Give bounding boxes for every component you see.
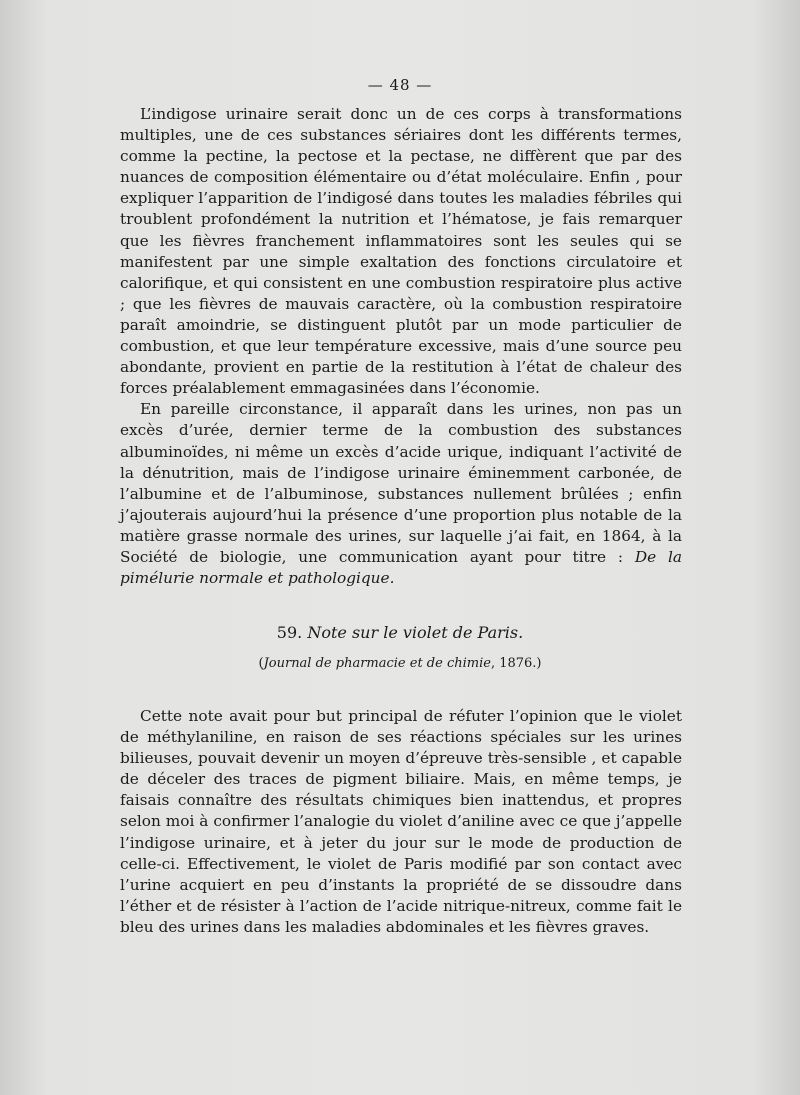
page-number: — 48 — xyxy=(367,76,433,94)
section-number: 59. xyxy=(276,623,303,642)
section-heading xyxy=(0,623,800,642)
text-block-upper xyxy=(120,104,682,589)
text-block-lower xyxy=(120,706,682,938)
source-open: ( xyxy=(258,656,264,671)
section-title: Note sur le violet de Paris. xyxy=(307,623,524,642)
paragraph-note-violet: Cette note avait pour but principal de réfuter l’opinion que le violet de méthylaniline, en raison de ses réactions spéciales sur les urines bilieuses, pouvait devenir un moyen d’épreuve très-sensible , et capable de déceler des traces de pigment biliaire. Mais, en même temps, je faisais connaître des résultats chimiques bien inattendus, et propres selon moi à confirmer l’analogie du violet d’aniline avec ce que j’appelle l’indigose urinaire, et à jeter du jour sur le mode de production de celle-ci. Effectivement, le violet de Paris modifié par son contact avec l’urine acquiert en peu d’instants la propriété de se dissoudre dans l’éther et de résister à l’action de l’acide nitrique-nitreux, comme fait le bleu des urines dans les maladies abdominales et les fièvres graves. xyxy=(120,707,682,936)
pimelurie-title: De la pimélurie normale et pathologique. xyxy=(120,547,682,588)
paragraph-indigose: L’indigose urinaire serait donc un de ces corps à transformations multiples, une de ces substances sériaires dont les différents termes, comme la pectine, la pectose et la pectase, ne diffèrent que par des nuances de composition élémentaire ou d’état moléculaire. Enfin , pour expliquer l’apparition de l’indigosé dans toutes les maladies fébriles qui troublent profondément la nutrition et l’hématose, je fais remarquer que les fièvres franchement inflammatoires sont les seules qui se manifestent par une simple exaltation des fonctions circulatoire et calorifique, et qui consistent en une combustion respiratoire plus active ; que les fièvres de mauvais caractère, où la combustion respiratoire paraît amoindrie, se distinguent plutôt par un mode particulier de combustion, et que leur température excessive, mais d’une source peu abondante, provient en partie de la restitution à l’état de chaleur des forces préalablement emmagasinées dans l’économie. xyxy=(120,105,682,398)
section-source xyxy=(0,656,800,671)
paragraph-circonstance-text: En pareille circonstance, il apparaît dans les urines, non pas un excès d’urée, dernier terme de la combustion des substances albuminoïdes, ni même un excès d’acide urique, indiquant l’activité de la dénutrition, mais de l’indigose urinaire éminemment carbonée, de l’albumine et de l’albuminose, substances nullement brûlées ; enfin j’ajouterais aujourd’hui la présence d’une proportion plus notable de la matière grasse normale des urines, sur laquelle j’ai fait, en 1864, à la Société de biologie, une communication ayant pour titre : xyxy=(120,400,682,566)
source-year: , 1876.) xyxy=(490,656,542,671)
source-journal: Journal de pharmacie et de chimie xyxy=(263,656,491,671)
paragraph-circonstance xyxy=(120,399,682,589)
